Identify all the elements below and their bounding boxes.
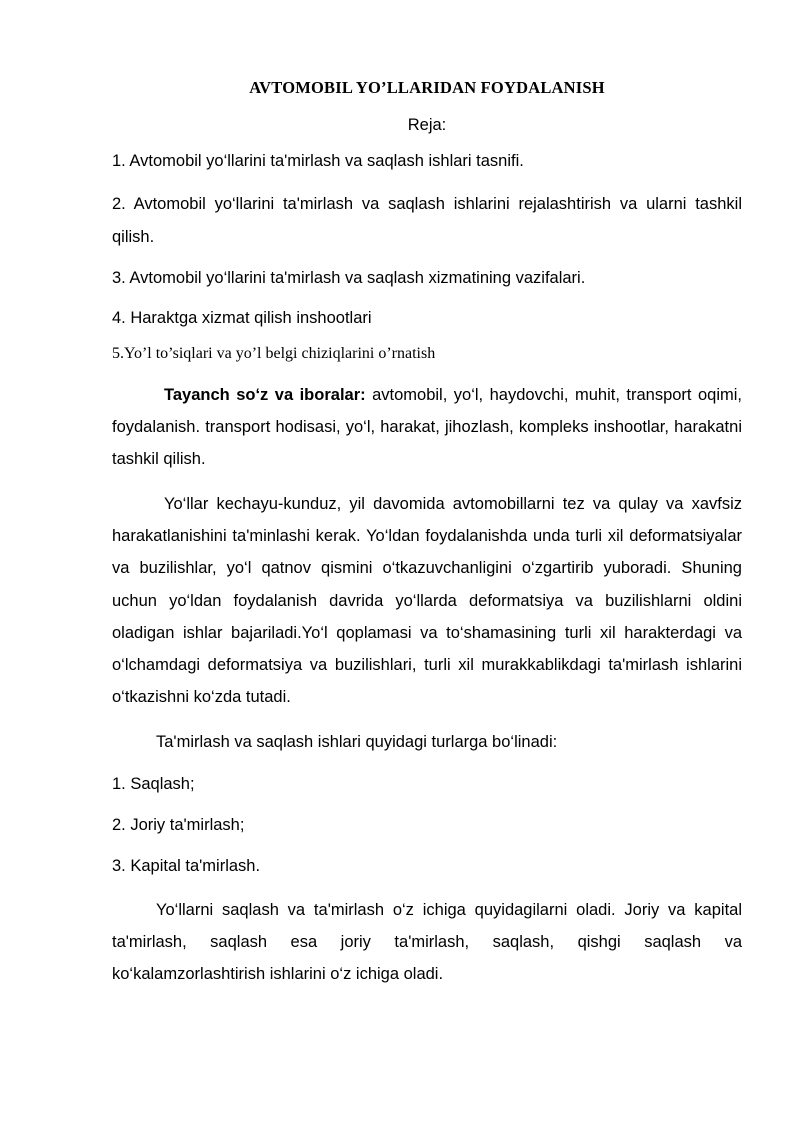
paragraph-intro: Yo‘llar kechayu-kunduz, yil davomida avtomobillarni tez va qulay va xavfsiz harakatlanishini ta'minlashi kerak. Yo‘ldan foydalanishda unda turli xil deformatsiyalar va buzilishlar, yo‘l qatnov qismini o‘tkazuvchanligini o‘zgartirib yuboradi. Shuning uchun yo‘ldan foydalanish davrida yo‘llarda deformatsiya va buzilishlarni oldini oladigan ishlar bajariladi.Yo‘l qoplamasi va to‘shamasining turli xil harakterdagi va o‘lchamdagi deformatsiya va buzilishlari, turli xil murakkablikdagi ta'mirlash ishlarini o‘tkazishni ko‘zda tutadi. [112,495,742,707]
plan-heading: Reja: [407,115,447,134]
work-type-3: 3. Kapital ta'mirlash. [112,857,261,876]
plan-item-4: 4. Haraktga xizmat qilish inshootlari [112,308,372,327]
keywords-text: avtomobil, yo‘l, haydovchi, muhit, transport oqimi, foydalanish. transport hodisasi, yo‘l, harakat, jihozlash, kompleks inshootlar, harakatni tashkil qilish. [112,385,742,468]
work-type-2: 2. Joriy ta'mirlash; [112,816,245,835]
work-type-1: 1. Saqlash; [112,775,195,794]
paragraph-types-intro: Ta'mirlash va saqlash ishlari quyidagi turlarga bo‘linadi: [156,733,558,752]
keywords-paragraph [112,379,742,476]
plan-item-2: 2. Avtomobil yo‘llarini ta'mirlash va saqlash ishlarini rejalashtirish va ularni tashkil qilish. [112,195,742,246]
keywords-label: Tayanch so‘z va iboralar: [164,385,366,404]
page-title: AVTOMOBIL YO’LLARIDAN FOYDALANISH [249,78,605,97]
plan-item-3: 3. Avtomobil yo‘llarini ta'mirlash va saqlash xizmatining vazifalari. [112,268,586,287]
paragraph-maintenance: Yo‘llarni saqlash va ta'mirlash o‘z ichiga quyidagilarni oladi. Joriy va kapital ta'mirlash, saqlash esa joriy ta'mirlash, saqlash, qishgi saqlash va ko‘kalamzorlashtirish ishlarini o‘z ichiga oladi. [112,901,742,984]
plan-item-5: 5.Yo’l to’siqlari va yo’l belgi chiziqlarini o’rnatish [112,344,436,362]
document-body [112,78,742,991]
plan-item-1: 1. Avtomobil yo‘llarini ta'mirlash va saqlash ishlari tasnifi. [112,151,524,170]
